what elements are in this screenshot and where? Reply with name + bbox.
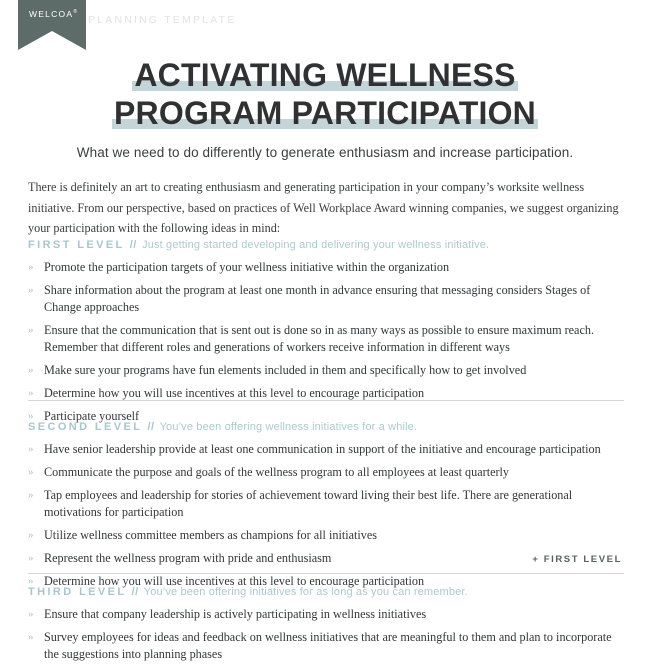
brand-header — [0, 0, 650, 52]
list-item-text: Ensure that the communication that is sent out is done so in as many ways as possible to ensure maximum reach. Remember that different roles and generations of workers receive information in different ways — [44, 323, 595, 354]
section-divider — [28, 400, 624, 401]
list-item — [28, 441, 624, 458]
list-item-text: Survey employees for ideas and feedback on wellness initiatives that are meaningful to them and plan to incorporate the suggestions into planning phases — [44, 630, 612, 661]
list-item-text: Ensure that company leadership is actively participating in wellness initiatives — [44, 607, 427, 621]
level-separator: // — [147, 421, 155, 433]
list-item-text: Utilize wellness committee members as champions for all initiatives — [44, 528, 378, 542]
bullet-marker-icon: » — [28, 529, 34, 541]
welcoa-logo-text: WELCOA — [28, 9, 74, 19]
level-heading — [28, 585, 624, 599]
level-section — [28, 585, 624, 669]
level-heading — [28, 238, 624, 252]
bullet-marker-icon: » — [28, 552, 34, 564]
bullet-marker-icon: » — [28, 284, 34, 296]
list-item-text: Represent the wellness program with pride and enthusiasm — [44, 551, 332, 565]
page-subtitle: What we need to do differently to generate enthusiasm and increase participation. — [76, 145, 574, 160]
welcoa-logo-flag-icon — [18, 0, 86, 50]
list-item — [28, 282, 624, 316]
page-title-line-1-text: ACTIVATING WELLNESS — [134, 57, 516, 93]
level-description: Just getting started developing and delivering your wellness initiative. — [138, 239, 490, 251]
level-description: You’ve been offering wellness initiatives for a while. — [156, 421, 418, 433]
registered-trademark-icon: ® — [73, 9, 78, 16]
level-description: You’ve been offering initiatives for as long as you can remember. — [140, 586, 468, 598]
bullet-marker-icon: » — [28, 387, 34, 399]
list-item — [28, 629, 624, 663]
bullet-marker-icon: » — [28, 608, 34, 620]
bullet-marker-icon: » — [28, 364, 34, 376]
level-section — [28, 238, 624, 431]
list-item-text: Have senior leadership provide at least one communication in support of the initiative and encourage participation — [44, 442, 601, 456]
bullet-marker-icon: » — [28, 443, 34, 455]
list-item — [28, 259, 624, 276]
level-plus-note: + FIRST LEVEL — [532, 554, 622, 565]
bullet-marker-icon: » — [28, 466, 34, 478]
level-separator: // — [129, 239, 137, 251]
bullet-marker-icon: » — [28, 575, 34, 587]
section-divider — [28, 573, 624, 574]
level-name: FIRST LEVEL — [28, 239, 125, 251]
page-title-line-1 — [132, 56, 517, 94]
level-heading — [28, 420, 624, 434]
level-name: THIRD LEVEL — [28, 586, 127, 598]
list-item — [28, 362, 624, 379]
list-item — [28, 527, 624, 544]
list-item — [28, 322, 624, 356]
page-title-line-2-text: PROGRAM PARTICIPATION — [114, 95, 536, 131]
level-bullet-list — [28, 606, 624, 663]
level-bullet-list — [28, 441, 624, 590]
intro-paragraph: There is definitely an art to creating enthusiasm and generating participation in your company’s worksite wellness initiative. From our perspective, based on practices of Well Workplace Award winning companies, we suggest organizing your participation with the following ideas in mind: — [28, 180, 619, 235]
list-item-text: Communicate the purpose and goals of the wellness program to all employees at least quarterly — [44, 465, 510, 479]
list-item — [28, 606, 624, 623]
page-title — [0, 56, 650, 132]
list-item-text: Make sure your programs have fun elements included in them and specifically how to get involved — [44, 363, 527, 377]
list-item-text: Participate yourself — [44, 409, 140, 423]
bullet-marker-icon: » — [28, 410, 34, 422]
level-name: SECOND LEVEL — [28, 421, 143, 433]
list-item-text: Tap employees and leadership for stories of achievement toward living their best life. There are generational motivations for participation — [44, 488, 573, 519]
bullet-marker-icon: » — [28, 324, 34, 336]
list-item — [28, 464, 624, 481]
page-title-line-2 — [112, 94, 538, 132]
list-item-text: Share information about the program at least one month in advance ensuring that messaging considers Stages of Change approaches — [44, 283, 591, 314]
level-section — [28, 420, 624, 596]
list-item — [28, 487, 624, 521]
planning-template-kicker: PLANNING TEMPLATE — [88, 14, 237, 26]
list-item-text: Promote the participation targets of your wellness initiative within the organization — [44, 260, 450, 274]
level-separator: // — [131, 586, 139, 598]
bullet-marker-icon: » — [28, 489, 34, 501]
welcoa-logo-wordmark — [24, 9, 82, 19]
list-item-text: Determine how you will use incentives at this level to encourage participation — [44, 574, 425, 588]
bullet-marker-icon: » — [28, 631, 34, 643]
list-item-text: Determine how you will use incentives at this level to encourage participation — [44, 386, 425, 400]
bullet-marker-icon: » — [28, 261, 34, 273]
